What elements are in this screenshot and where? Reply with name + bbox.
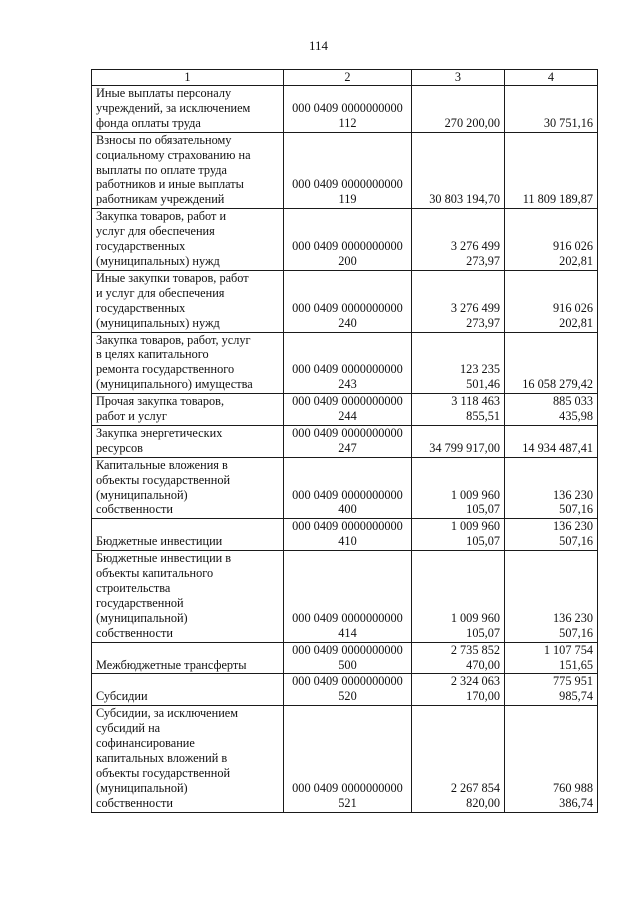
cell-text-line: 243 <box>338 377 357 392</box>
cell-text-line: 119 <box>338 192 357 207</box>
table-row <box>92 457 598 519</box>
budget-code-cell <box>284 706 412 812</box>
amount-col3-cell <box>412 132 505 209</box>
page-number: 114 <box>308 38 329 53</box>
cell-text-line: капитальных вложений в <box>96 750 228 765</box>
cell-text-line: 985,74 <box>559 689 593 704</box>
cell-text-line: ремонта государственного <box>96 362 235 377</box>
amount-col3-cell <box>412 674 505 706</box>
cell-text-line: работ и услуг <box>96 409 167 424</box>
cell-text-line: 000 0409 0000000000 <box>292 100 403 115</box>
budget-code-cell <box>284 394 412 426</box>
amount-col3-cell <box>412 457 505 519</box>
amount-col4-cell <box>505 86 598 133</box>
cell-text-line: государственных <box>96 239 186 254</box>
cell-text-line: (муниципальной) <box>96 780 188 795</box>
cell-text-line: 170,00 <box>466 689 500 704</box>
cell-text-line: работникам учреждений <box>96 192 225 207</box>
cell-text-line: Бюджетные инвестиции в <box>96 551 232 566</box>
item-name-cell <box>92 209 284 271</box>
item-name-cell <box>92 706 284 812</box>
cell-text-line: 1 009 960 <box>450 519 500 534</box>
cell-text-line: 507,16 <box>559 625 593 640</box>
cell-text-line: 247 <box>338 440 357 455</box>
cell-text-line: 000 0409 0000000000 <box>292 780 403 795</box>
cell-text-line: 105,07 <box>466 625 500 640</box>
cell-text-line: 105,07 <box>466 534 500 549</box>
amount-col3-cell <box>412 706 505 812</box>
cell-text-line: 136 230 <box>553 610 593 625</box>
cell-text-line: субсидий на <box>96 721 161 736</box>
cell-text-line: 273,97 <box>466 253 500 268</box>
budget-code-cell <box>284 425 412 457</box>
cell-text-line: 916 026 <box>553 239 593 254</box>
cell-text-line: 3 118 463 <box>451 394 500 409</box>
cell-text-line: 1 009 960 <box>450 610 500 625</box>
cell-text-line: собственности <box>96 625 173 640</box>
item-name-cell <box>92 332 284 394</box>
budget-code-cell <box>284 551 412 642</box>
cell-text-line: (муниципальной) <box>96 487 188 502</box>
cell-text-line: 244 <box>338 409 357 424</box>
cell-text-line: 414 <box>338 625 357 640</box>
cell-text-line: 760 988 <box>553 780 593 795</box>
cell-text-line: Закупка товаров, работ и <box>96 209 227 224</box>
cell-text-line: (муниципального) имущества <box>96 377 253 392</box>
cell-text-line: 386,74 <box>559 795 593 810</box>
amount-col3-cell <box>412 86 505 133</box>
amount-col4-cell <box>505 519 598 551</box>
cell-text-line: Субсидии, за исключением <box>96 706 239 721</box>
cell-text-line: 270 200,00 <box>444 115 500 130</box>
cell-text-line: (муниципальной) <box>96 610 188 625</box>
header-cell-2: 2 <box>284 70 412 86</box>
amount-col3-cell <box>412 332 505 394</box>
cell-text-line: 470,00 <box>466 657 500 672</box>
table-header-row <box>92 70 598 86</box>
cell-text-line: объекты государственной <box>96 472 231 487</box>
cell-text-line: Иные закупки товаров, работ <box>96 270 249 285</box>
cell-text-line: (муниципальных) нужд <box>96 315 220 330</box>
budget-code-cell <box>284 332 412 394</box>
cell-text-line: и услуг для обеспечения <box>96 285 225 300</box>
cell-text-line: 000 0409 0000000000 <box>292 300 403 315</box>
cell-text-line: 000 0409 0000000000 <box>292 362 403 377</box>
cell-text-line: 400 <box>338 502 357 517</box>
cell-text-line: 2 324 063 <box>450 674 500 689</box>
amount-col4-cell <box>505 706 598 812</box>
cell-text-line: Межбюджетные трансферты <box>96 657 247 672</box>
cell-text-line: 123 235 <box>460 362 500 377</box>
table-row <box>92 332 598 394</box>
cell-text-line: Иные выплаты персоналу <box>96 86 232 100</box>
budget-code-cell <box>284 209 412 271</box>
budget-code-cell <box>284 86 412 133</box>
cell-text-line: (муниципальных) нужд <box>96 253 220 268</box>
cell-text-line: 000 0409 0000000000 <box>292 177 403 192</box>
cell-text-line: фонда оплаты труда <box>96 115 201 130</box>
cell-text-line: 112 <box>338 115 357 130</box>
item-name-cell <box>92 519 284 551</box>
amount-col4-cell <box>505 457 598 519</box>
item-name-cell <box>92 270 284 332</box>
cell-text-line: учреждений, за исключением <box>96 100 251 115</box>
amount-col4-cell <box>505 209 598 271</box>
cell-text-line: 000 0409 0000000000 <box>292 674 403 689</box>
item-name-cell <box>92 132 284 209</box>
cell-text-line: 820,00 <box>466 795 500 810</box>
amount-col3-cell <box>412 519 505 551</box>
budget-code-cell <box>284 270 412 332</box>
cell-text-line: 1 107 754 <box>543 642 593 657</box>
cell-text-line: 151,65 <box>559 657 593 672</box>
cell-text-line: социальному страхованию на <box>96 147 251 162</box>
amount-col3-cell <box>412 551 505 642</box>
item-name-cell <box>92 457 284 519</box>
cell-text-line: 1 009 960 <box>450 487 500 502</box>
cell-text-line: 000 0409 0000000000 <box>292 425 403 440</box>
cell-text-line: 2 267 854 <box>450 780 500 795</box>
cell-text-line: объекты государственной <box>96 765 231 780</box>
table-row <box>92 425 598 457</box>
cell-text-line: 000 0409 0000000000 <box>292 487 403 502</box>
amount-col3-cell <box>412 394 505 426</box>
cell-text-line: собственности <box>96 502 173 517</box>
cell-text-line: 2 735 852 <box>450 642 500 657</box>
table-row <box>92 674 598 706</box>
cell-text-line: 202,81 <box>559 315 593 330</box>
cell-text-line: Субсидии <box>96 689 148 704</box>
cell-text-line: 11 809 189,87 <box>522 192 593 207</box>
cell-text-line: 000 0409 0000000000 <box>292 239 403 254</box>
table-row <box>92 270 598 332</box>
cell-text-line: 520 <box>338 689 357 704</box>
amount-col4-cell <box>505 132 598 209</box>
cell-text-line: 34 799 917,00 <box>429 440 500 455</box>
cell-text-line: государственной <box>96 595 184 610</box>
cell-text-line: 000 0409 0000000000 <box>292 610 403 625</box>
amount-col3-cell <box>412 209 505 271</box>
cell-text-line: в целях капитального <box>96 347 209 362</box>
cell-text-line: 16 058 279,42 <box>522 377 593 392</box>
amount-col4-cell <box>505 394 598 426</box>
cell-text-line: 273,97 <box>466 315 500 330</box>
cell-text-line: софинансирование <box>96 736 195 751</box>
cell-text-line: 30 751,16 <box>543 115 593 130</box>
cell-text-line: Капитальные вложения в <box>96 457 228 472</box>
budget-code-cell <box>284 519 412 551</box>
item-name-cell <box>92 86 284 133</box>
cell-text-line: собственности <box>96 795 173 810</box>
amount-col4-cell <box>505 642 598 674</box>
item-name-cell <box>92 674 284 706</box>
header-cell-3: 3 <box>412 70 505 86</box>
cell-text-line: 885 033 <box>553 394 593 409</box>
cell-text-line: 3 276 499 <box>450 239 500 254</box>
budget-code-cell <box>284 457 412 519</box>
budget-table <box>91 69 598 813</box>
cell-text-line: 501,46 <box>466 377 500 392</box>
cell-text-line: Закупка товаров, работ, услуг <box>96 332 251 347</box>
table-row <box>92 394 598 426</box>
cell-text-line: 500 <box>338 657 357 672</box>
cell-text-line: 240 <box>338 315 357 330</box>
cell-text-line: 200 <box>338 253 357 268</box>
table-row <box>92 86 598 133</box>
amount-col4-cell <box>505 332 598 394</box>
item-name-cell <box>92 394 284 426</box>
cell-text-line: 30 803 194,70 <box>429 192 500 207</box>
cell-text-line: Взносы по обязательному <box>96 132 232 147</box>
cell-text-line: 000 0409 0000000000 <box>292 519 403 534</box>
cell-text-line: Бюджетные инвестиции <box>96 534 223 549</box>
budget-code-cell <box>284 642 412 674</box>
header-cell-1: 1 <box>92 70 284 86</box>
table-row <box>92 132 598 209</box>
cell-text-line: 410 <box>338 534 357 549</box>
budget-code-cell <box>284 132 412 209</box>
item-name-cell <box>92 642 284 674</box>
amount-col4-cell <box>505 270 598 332</box>
amount-col3-cell <box>412 642 505 674</box>
header-cell-4: 4 <box>505 70 598 86</box>
table-row <box>92 706 598 812</box>
cell-text-line: 202,81 <box>559 253 593 268</box>
cell-text-line: 105,07 <box>466 502 500 517</box>
cell-text-line: 521 <box>338 795 357 810</box>
cell-text-line: Закупка энергетических <box>96 425 223 440</box>
cell-text-line: работников и иные выплаты <box>96 177 244 192</box>
item-name-cell <box>92 551 284 642</box>
amount-col3-cell <box>412 270 505 332</box>
amount-col4-cell <box>505 674 598 706</box>
cell-text-line: 136 230 <box>553 519 593 534</box>
cell-text-line: 435,98 <box>559 409 593 424</box>
cell-text-line: 000 0409 0000000000 <box>292 394 403 409</box>
cell-text-line: 14 934 487,41 <box>522 440 593 455</box>
cell-text-line: 507,16 <box>559 502 593 517</box>
cell-text-line: государственных <box>96 300 186 315</box>
table-row <box>92 551 598 642</box>
cell-text-line: 507,16 <box>559 534 593 549</box>
amount-col3-cell <box>412 425 505 457</box>
budget-code-cell <box>284 674 412 706</box>
cell-text-line: 855,51 <box>466 409 500 424</box>
cell-text-line: объекты капитального <box>96 566 214 581</box>
cell-text-line: 916 026 <box>553 300 593 315</box>
table-row <box>92 519 598 551</box>
table-row <box>92 209 598 271</box>
cell-text-line: ресурсов <box>96 440 143 455</box>
cell-text-line: 136 230 <box>553 487 593 502</box>
cell-text-line: Прочая закупка товаров, <box>96 394 225 409</box>
table-row <box>92 642 598 674</box>
amount-col4-cell <box>505 551 598 642</box>
item-name-cell <box>92 425 284 457</box>
cell-text-line: 000 0409 0000000000 <box>292 642 403 657</box>
amount-col4-cell <box>505 425 598 457</box>
cell-text-line: услуг для обеспечения <box>96 224 215 239</box>
cell-text-line: строительства <box>96 581 171 595</box>
cell-text-line: 775 951 <box>553 674 593 689</box>
cell-text-line: 3 276 499 <box>450 300 500 315</box>
cell-text-line: выплаты по оплате труда <box>96 162 227 177</box>
